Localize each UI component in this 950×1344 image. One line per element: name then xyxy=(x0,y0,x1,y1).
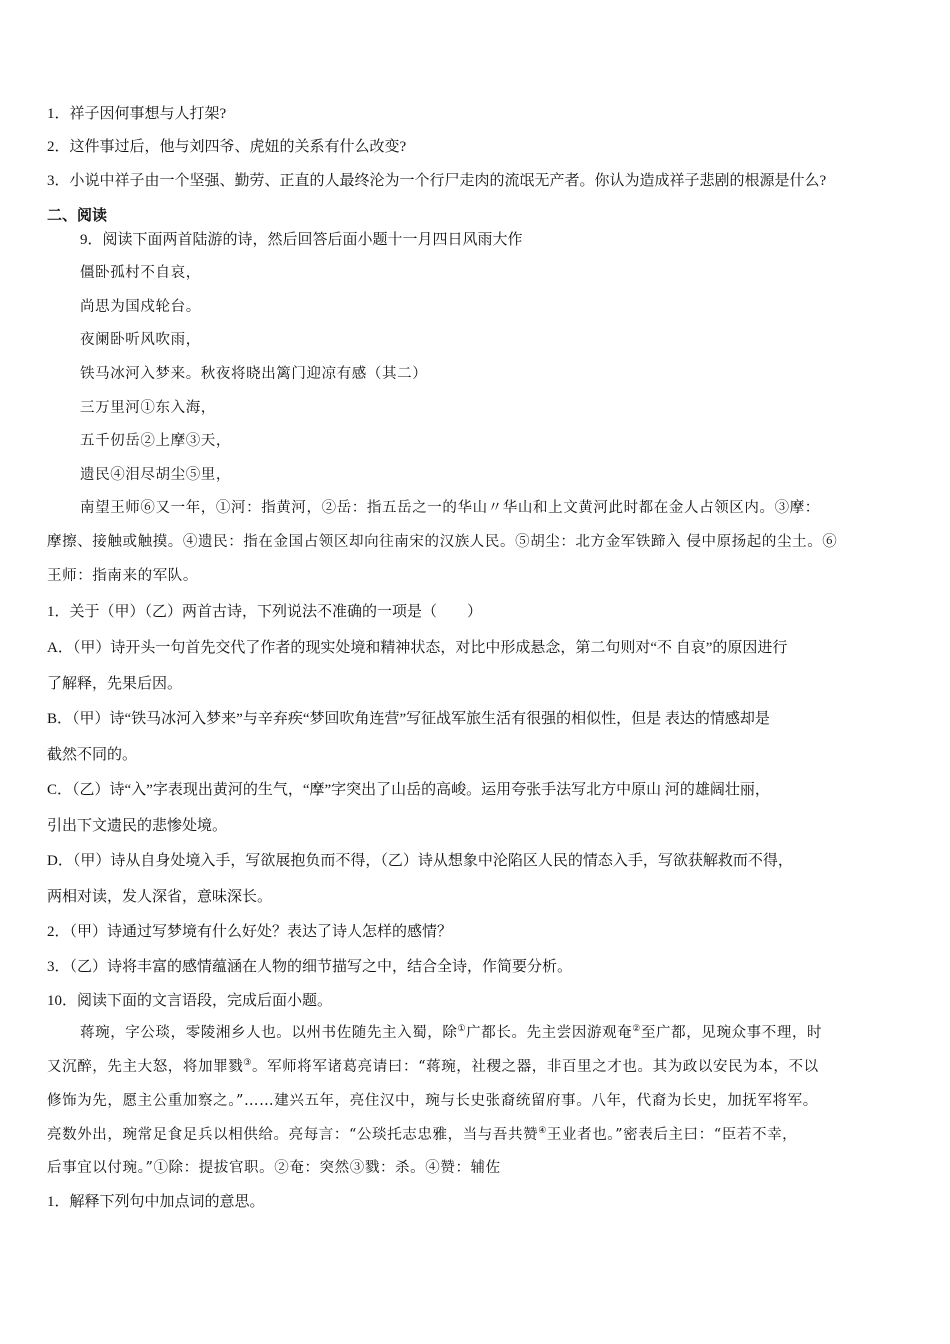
option-b-cont: 截然不同的。 xyxy=(47,747,138,763)
poem-line: 僵卧孤村不自哀， xyxy=(80,265,201,281)
passage-line: 后事宜以付琬。”①除：提拔官职。②奄：突然③戮：杀。④赞：辅佐 xyxy=(47,1160,501,1176)
question-line: 3．小说中祥子由一个坚强、勤劳、正直的人最终沦为一个行尸走肉的流氓无产者。你认为造成祥子悲剧的根源是什么? xyxy=(47,173,827,189)
poem-line: 五千仞岳②上摩③天， xyxy=(80,433,231,449)
question-line: 2．这件事过后，他与刘四爷、虎妞的关系有什么改变? xyxy=(47,139,407,155)
question-line: 1．祥子因何事想与人打架? xyxy=(47,106,227,122)
option-a: A．（甲）诗开头一句首先交代了作者的现实处境和精神状态，对比中形成悬念，第二句则对“不 自哀”的原因进行 xyxy=(47,640,788,656)
question-line: 1．关于（甲）（乙）两首古诗，下列说法不准确的一项是（ ） xyxy=(47,604,483,620)
annotation-line: 摩擦、接触或触摸。④遗民：指在金国占领区却向往南宋的汉族人民。⑤胡尘：北方金军铁蹄入 侵中原扬起的尘土。⑥ xyxy=(47,534,838,550)
passage-line: 修饰为先，愿主公重加察之。”……建兴五年，亮住汉中，琬与长史张裔统留府事。八年，代裔为长史，加抚军将军。 xyxy=(47,1093,818,1109)
annotation-line: 南望王师⑥又一年，①河：指黄河，②岳：指五岳之一的华山〃华山和上文黄河此时都在金人占领区内。③摩： xyxy=(80,500,820,516)
question-line: 1．解释下列句中加点词的意思。 xyxy=(47,1194,265,1210)
poem-line: 尚思为国戍轮台。 xyxy=(80,299,201,315)
question-line: 9．阅读下面两首陆游的诗，然后回答后面小题十一月四日风雨大作 xyxy=(80,232,523,248)
poem-line: 铁马冰河入梦来。秋夜将晓出篱门迎凉有感（其二） xyxy=(80,366,428,382)
question-line: 10．阅读下面的文言语段，完成后面小题。 xyxy=(47,993,333,1009)
poem-line: 夜阑卧听风吹雨， xyxy=(80,332,201,348)
option-c-cont: 引出下文遗民的悲惨处境。 xyxy=(47,818,228,834)
option-a-cont: 了解释，先果后因。 xyxy=(47,676,183,692)
passage-line: 亮数外出，琬常足食足兵以相供给。亮每言：“公琰托志忠雅，当与吾共赞④王业者也。”密表后主曰：“臣若不幸， xyxy=(47,1126,798,1143)
question-line: 3．（乙）诗将丰富的感情蕴涵在人物的细节描写之中，结合全诗，作简要分析。 xyxy=(47,959,573,975)
poem-line: 三万里河①东入海， xyxy=(80,400,216,416)
option-b: B．（甲）诗“铁马冰河入梦来”与辛弃疾“梦回吹角连营”写征战军旅生活有很强的相似性，但是 表达的情感却是 xyxy=(47,711,770,727)
question-line: 2．（甲）诗通过写梦境有什么好处？表达了诗人怎样的感情？ xyxy=(47,924,453,940)
passage-line: 又沉醉，先主大怒，将加罪戮③。军师将军诸葛亮请曰：“蒋琬，社稷之器，非百里之才也。其为政以安民为本，不以 xyxy=(47,1058,819,1075)
section-heading: 二、阅读 xyxy=(47,206,108,224)
option-c: C．（乙）诗“入”字表现出黄河的生气，“摩”字突出了山岳的高峻。运用夸张手法写北方中原山 河的雄阔壮丽， xyxy=(47,782,770,798)
passage-line: 蒋琬，字公琰，零陵湘乡人也。以州书佐随先主入蜀，除①广都长。先主尝因游观奄②至广都，见琬众事不理，时 xyxy=(80,1024,823,1041)
poem-line: 遗民④泪尽胡尘⑤里， xyxy=(80,467,231,483)
option-d-cont: 两相对读，发人深省，意味深长。 xyxy=(47,889,273,905)
option-d: D．（甲）诗从自身处境入手，写欲展抱负而不得，（乙）诗从想象中沦陷区人民的情态入手，写欲获解救而不得， xyxy=(47,853,793,869)
annotation-line: 王师：指南来的军队。 xyxy=(47,568,198,584)
